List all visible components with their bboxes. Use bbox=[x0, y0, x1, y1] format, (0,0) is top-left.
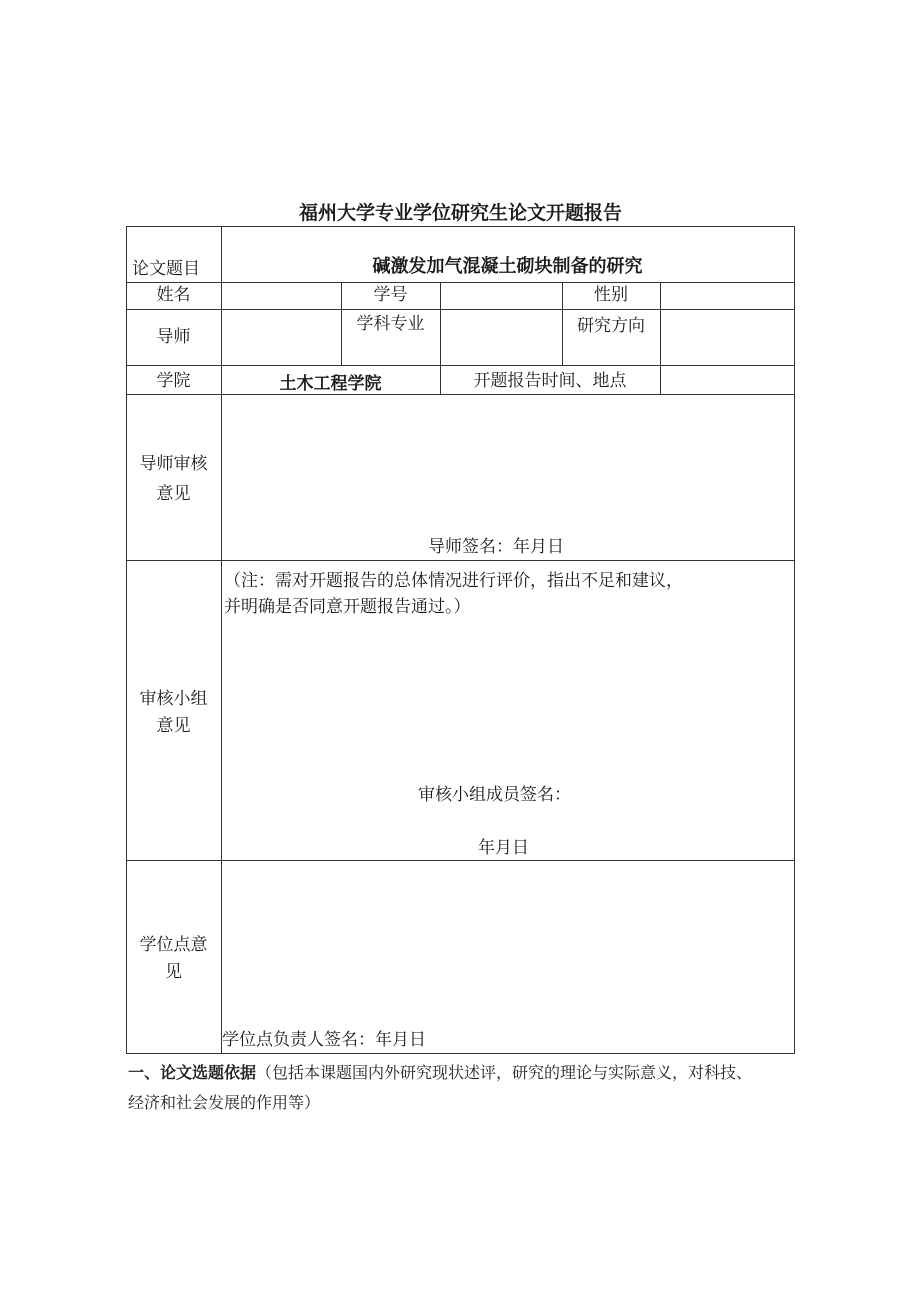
table-divider bbox=[126, 860, 795, 861]
table-divider bbox=[126, 365, 795, 366]
committee-date: 年月日 bbox=[478, 838, 529, 858]
degree-point-label: 学位点意 见 bbox=[139, 935, 208, 982]
table-divider bbox=[126, 309, 795, 310]
college-label: 学院 bbox=[156, 371, 191, 391]
name-label: 姓名 bbox=[156, 285, 191, 305]
advisor-review-label: 导师审核 意见 bbox=[139, 454, 208, 504]
section1-paragraph bbox=[128, 1058, 798, 1118]
research-direction-label: 研究方向 bbox=[577, 316, 645, 336]
advisor-label: 导师 bbox=[156, 327, 191, 347]
committee-review-label: 审核小组 意见 bbox=[139, 689, 208, 736]
table-border-right bbox=[794, 226, 795, 1054]
section1-desc-line1: （包括本课题国内外研究现状述评，研究的理论与实际意义，对科技、 bbox=[256, 1063, 753, 1082]
major-label: 学科专业 bbox=[356, 314, 425, 334]
degree-point-signature: 学位点负责人签名：年月日 bbox=[222, 1030, 426, 1050]
advisor-signature: 导师签名：年月日 bbox=[428, 537, 564, 557]
college-value: 土木工程学院 bbox=[279, 374, 382, 394]
document-title: 福州大学专业学位研究生论文开题报告 bbox=[298, 202, 622, 224]
student-id-label: 学号 bbox=[373, 285, 408, 305]
table-divider bbox=[221, 226, 222, 1054]
section1-heading: 一、论文选题依据 bbox=[128, 1063, 257, 1082]
table-border-top bbox=[126, 226, 795, 227]
table-border-bottom bbox=[126, 1053, 795, 1054]
table-border-left bbox=[126, 226, 127, 1054]
table-divider bbox=[660, 282, 661, 394]
table-divider bbox=[126, 282, 795, 283]
thesis-title-value: 碱激发加气混凝土砌块制备的研究 bbox=[372, 256, 643, 277]
thesis-title-label: 论文题目 bbox=[132, 259, 200, 279]
section1-desc-line2: 经济和社会发展的作用等） bbox=[128, 1093, 321, 1112]
committee-signature: 审核小组成员签名： bbox=[418, 785, 571, 805]
gender-label: 性别 bbox=[594, 285, 628, 305]
table-divider bbox=[126, 560, 795, 561]
committee-note: （注：需对开题报告的总体情况进行评价，指出不足和建议， 并明确是否同意开题报告通过。） bbox=[224, 571, 683, 617]
report-time-place-label: 开题报告时间、地点 bbox=[473, 371, 627, 391]
